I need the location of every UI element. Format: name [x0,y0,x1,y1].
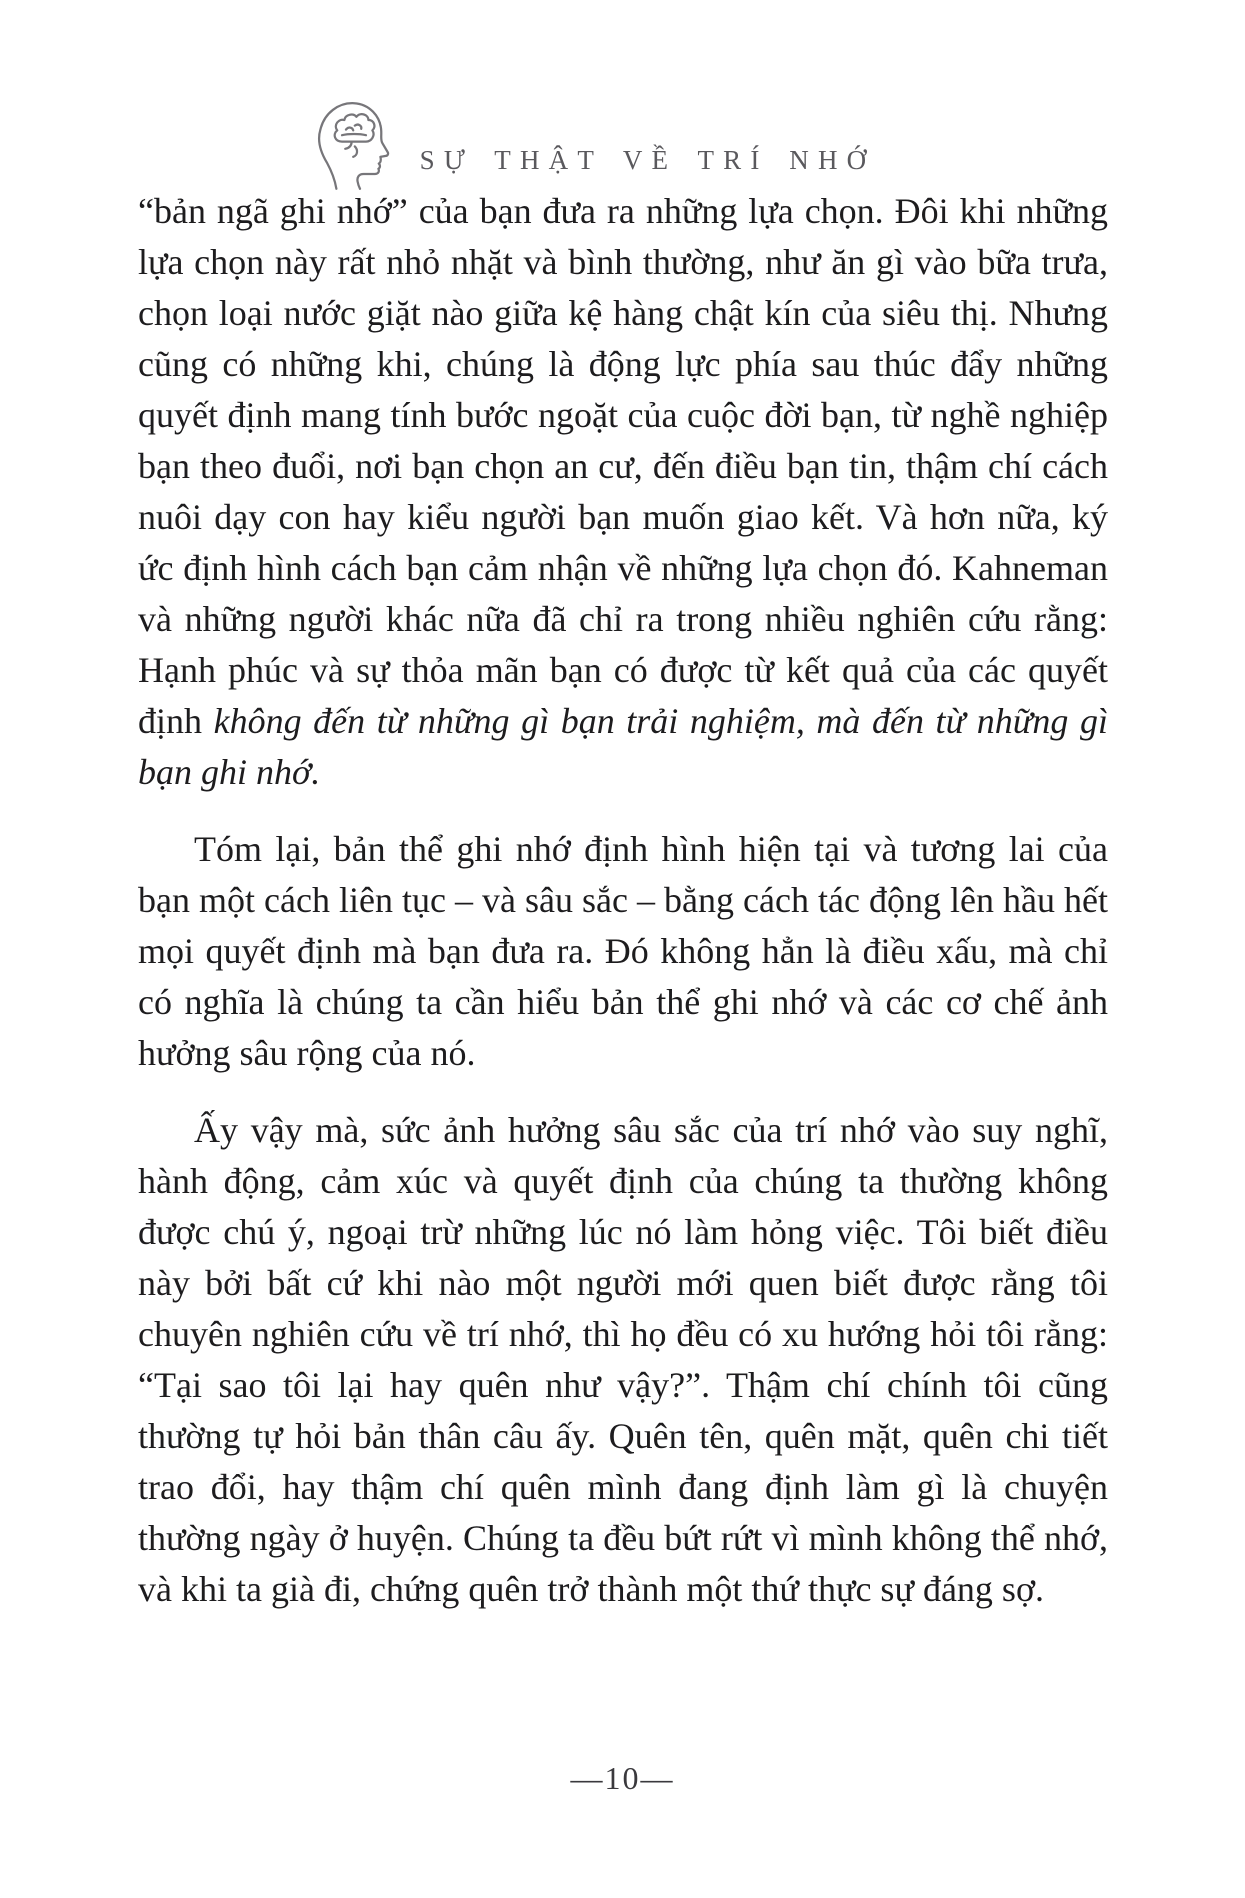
italic-emphasis: không đến từ những gì bạn trải nghiệm, mà đến từ những gì bạn ghi nhớ. [138,701,1108,792]
running-head-title: SỰ THẬT VỀ TRÍ NHỚ [419,144,876,175]
paragraph-text: Tóm lại, bản thể ghi nhớ định hình hiện tại và tương lai của bạn một cách liên tục – và sâu sắc – bằng cách tác động lên hầu hết mọi quyết định mà bạn đưa ra. Đó không hẳn là điều xấu, mà chỉ có nghĩa là chúng ta cần hiểu bản thể ghi nhớ và các cơ chế ảnh hưởng sâu rộng của nó. [138,829,1108,1073]
paragraph-text: “bản ngã ghi nhớ” của bạn đưa ra những lựa chọn. Đôi khi những lựa chọn này rất nhỏ nhặt và bình thường, như ăn gì vào bữa trưa, chọn loại nước giặt nào giữa kệ hàng chật kín của siêu thị. Nhưng cũng có những khi, chúng là động lực phía sau thúc đẩy những quyết định mang tính bước ngoặt của cuộc đời bạn, từ nghề nghiệp bạn theo đuổi, nơi bạn chọn an cư, đến điều bạn tin, thậm chí cách nuôi dạy con hay kiểu người bạn muốn giao kết. Và hơn nữa, ký ức định hình cách bạn cảm nhận về những lựa chọn đó. Kahneman và những người khác nữa đã chỉ ra trong nhiều nghiên cứu rằng: Hạnh phúc và sự thỏa mãn bạn có được từ kết quả của các quyết định [138,191,1108,741]
paragraph [138,824,1108,1079]
page-header [0,96,1215,192]
paragraph [138,186,1108,798]
paragraph-text: Ấy vậy mà, sức ảnh hưởng sâu sắc của trí nhớ vào suy nghĩ, hành động, cảm xúc và quyết định của chúng ta thường không được chú ý, ngoại trừ những lúc nó làm hỏng việc. Tôi biết điều này bởi bất cứ khi nào một người mới quen biết được rằng tôi chuyên nghiên cứu về trí nhớ, thì họ đều có xu hướng hỏi tôi rằng: “Tại sao tôi lại hay quên như vậy?”. Thậm chí chính tôi cũng thường tự hỏi bản thân câu ấy. Quên tên, quên mặt, quên chi tiết trao đổi, hay thậm chí quên mình đang định làm gì là chuyện thường ngày ở huyện. Chúng ta đều bứt rứt vì mình không thể nhớ, và khi ta già đi, chứng quên trở thành một thứ thực sự đáng sợ. [138,1110,1108,1609]
brain-head-icon [310,96,390,192]
body-text [138,186,1108,1615]
page-number: —10— [570,1760,675,1796]
paragraph [138,1105,1108,1615]
